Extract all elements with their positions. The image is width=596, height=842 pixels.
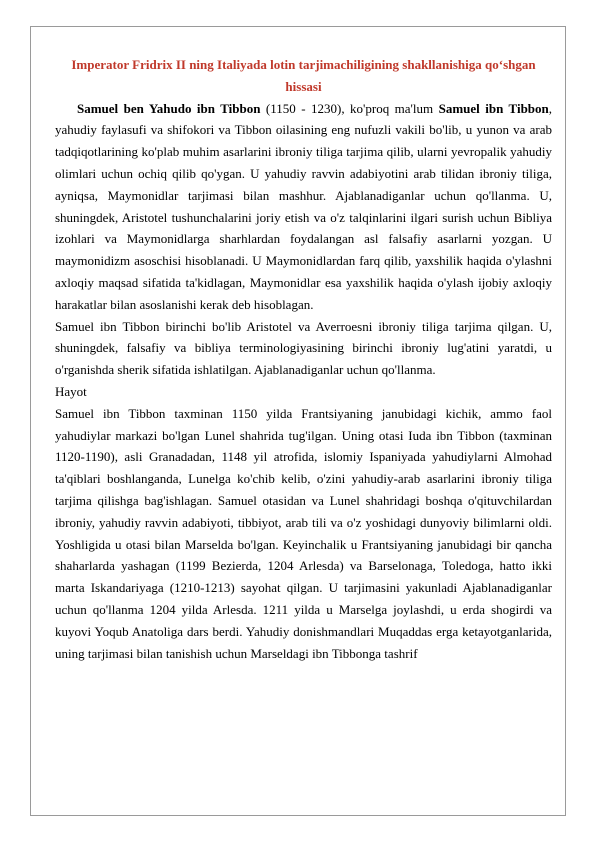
paragraph-intro — [55, 98, 552, 316]
paragraph-life: Samuel ibn Tibbon taxminan 1150 yilda Frantsiyaning janubidagi kichik, ammo faol yahudiylar markazi bo'lgan Lunel shahrida tug'ilgan. Uning otasi Iuda ibn Tibbon (taxminan 1120-1190), asli Granadadan, 1148 yil atrofida, islomiy Ispaniyada yahudiylarni Almohad ta'qiblari boshlanganda, Lunelga ko'chib kelib, o'zini yahudiy-arab asarlarini ibroniy tiliga tarjima qilishga bag'ishlagan. Samuel otasidan va Lunel shahridagi boshqa o'qituvchilardan ibroniy, yahudiy ravvin adabiyoti, tibbiyot, arab tili va o'z yoshidagi dunyoviy bilimlarni oldi. Yoshligida u otasi bilan Marselda bo'lgan. Keyinchalik u Frantsiyaning janubidagi bir qancha shaharlarda yashagan (1199 Bezierda, 1204 Arlesda) va Barselonaga, Toledoga, hatto ikki marta Iskandariyaga (1210-1213) sayohat qilgan. U tarjimasini yakunladi Ajablanadiganlar uchun qo'llanma 1204 yilda Arlesda. 1211 yilda u Marselga joylashdi, u erda shogirdi va kuyovi Yoqub Anatoliga dars berdi. Yahudiy donishmandlari Muqaddas erga ketayotganlarida, uning tarjimasi bilan tanishish uchun Marseldagi ibn Tibbonga tashrif — [55, 405, 552, 661]
document-title: Imperator Fridrix II ning Italiyada lotin tarjimachiligining shakllanishiga qo‘shgan hissasi — [71, 57, 536, 94]
bold-name: Samuel ben Yahudo ibn Tibbon — [77, 100, 261, 116]
paragraph-translations: Samuel ibn Tibbon birinchi bo'lib Aristotel va Averroesni ibroniy tiliga tarjima qilgan. U, shuningdek, falsafiy va bibliya terminologiyasining birinchi ibroniy lug'atini yaratdi, u o'rganishda sherik sifatida ishlatilgan. Ajablanadiganlar uchun qo'llanma. — [55, 318, 552, 378]
intro-dates: (1150 - 1230), ko'proq ma'lum — [260, 100, 439, 116]
document-body — [55, 54, 552, 664]
bold-name-short: Samuel ibn Tibbon — [438, 100, 549, 116]
intro-text: , yahudiy faylasufi va shifokori va Tibbon oilasining eng nufuzli vakili bo'lib, u yunon va arab tadqiqotlarining ko'plab muhim asarlarini ibroniy tiliga tarjima qilib, ularni yevropalik yahudiy olimlari uchun ochiq qilib qo'ygan. U yahudiy ravvin adabiyotini arab tilidan ibroniy tiliga, ayniqsa, Maymonidlar tarjimasi bilan mashhur. Ajablanadiganlar uchun qo'llanma. U, shuningdek, Aristotel tushunchalarini joriy etish va o'z talqinlarini ilgari surish uchun Bibliya izohlari va Maymonidlarga sharhlardan foydalangan asl falsafiy asarlarni yozgan. U maymonidizm asoschisi hisoblanadi. U Maymonidlardan farq qilib, yaxshilik haqida o'ylashni axloqiy maqsad sifatida ta'kidlagan, Maymonidlar esa yaxshilik haqida o'ylash ijobiy axloqiy harakatlar bilan asoslanishi kerak deb hisoblagan. — [55, 100, 553, 312]
section-heading-hayot: Hayot — [55, 383, 87, 399]
